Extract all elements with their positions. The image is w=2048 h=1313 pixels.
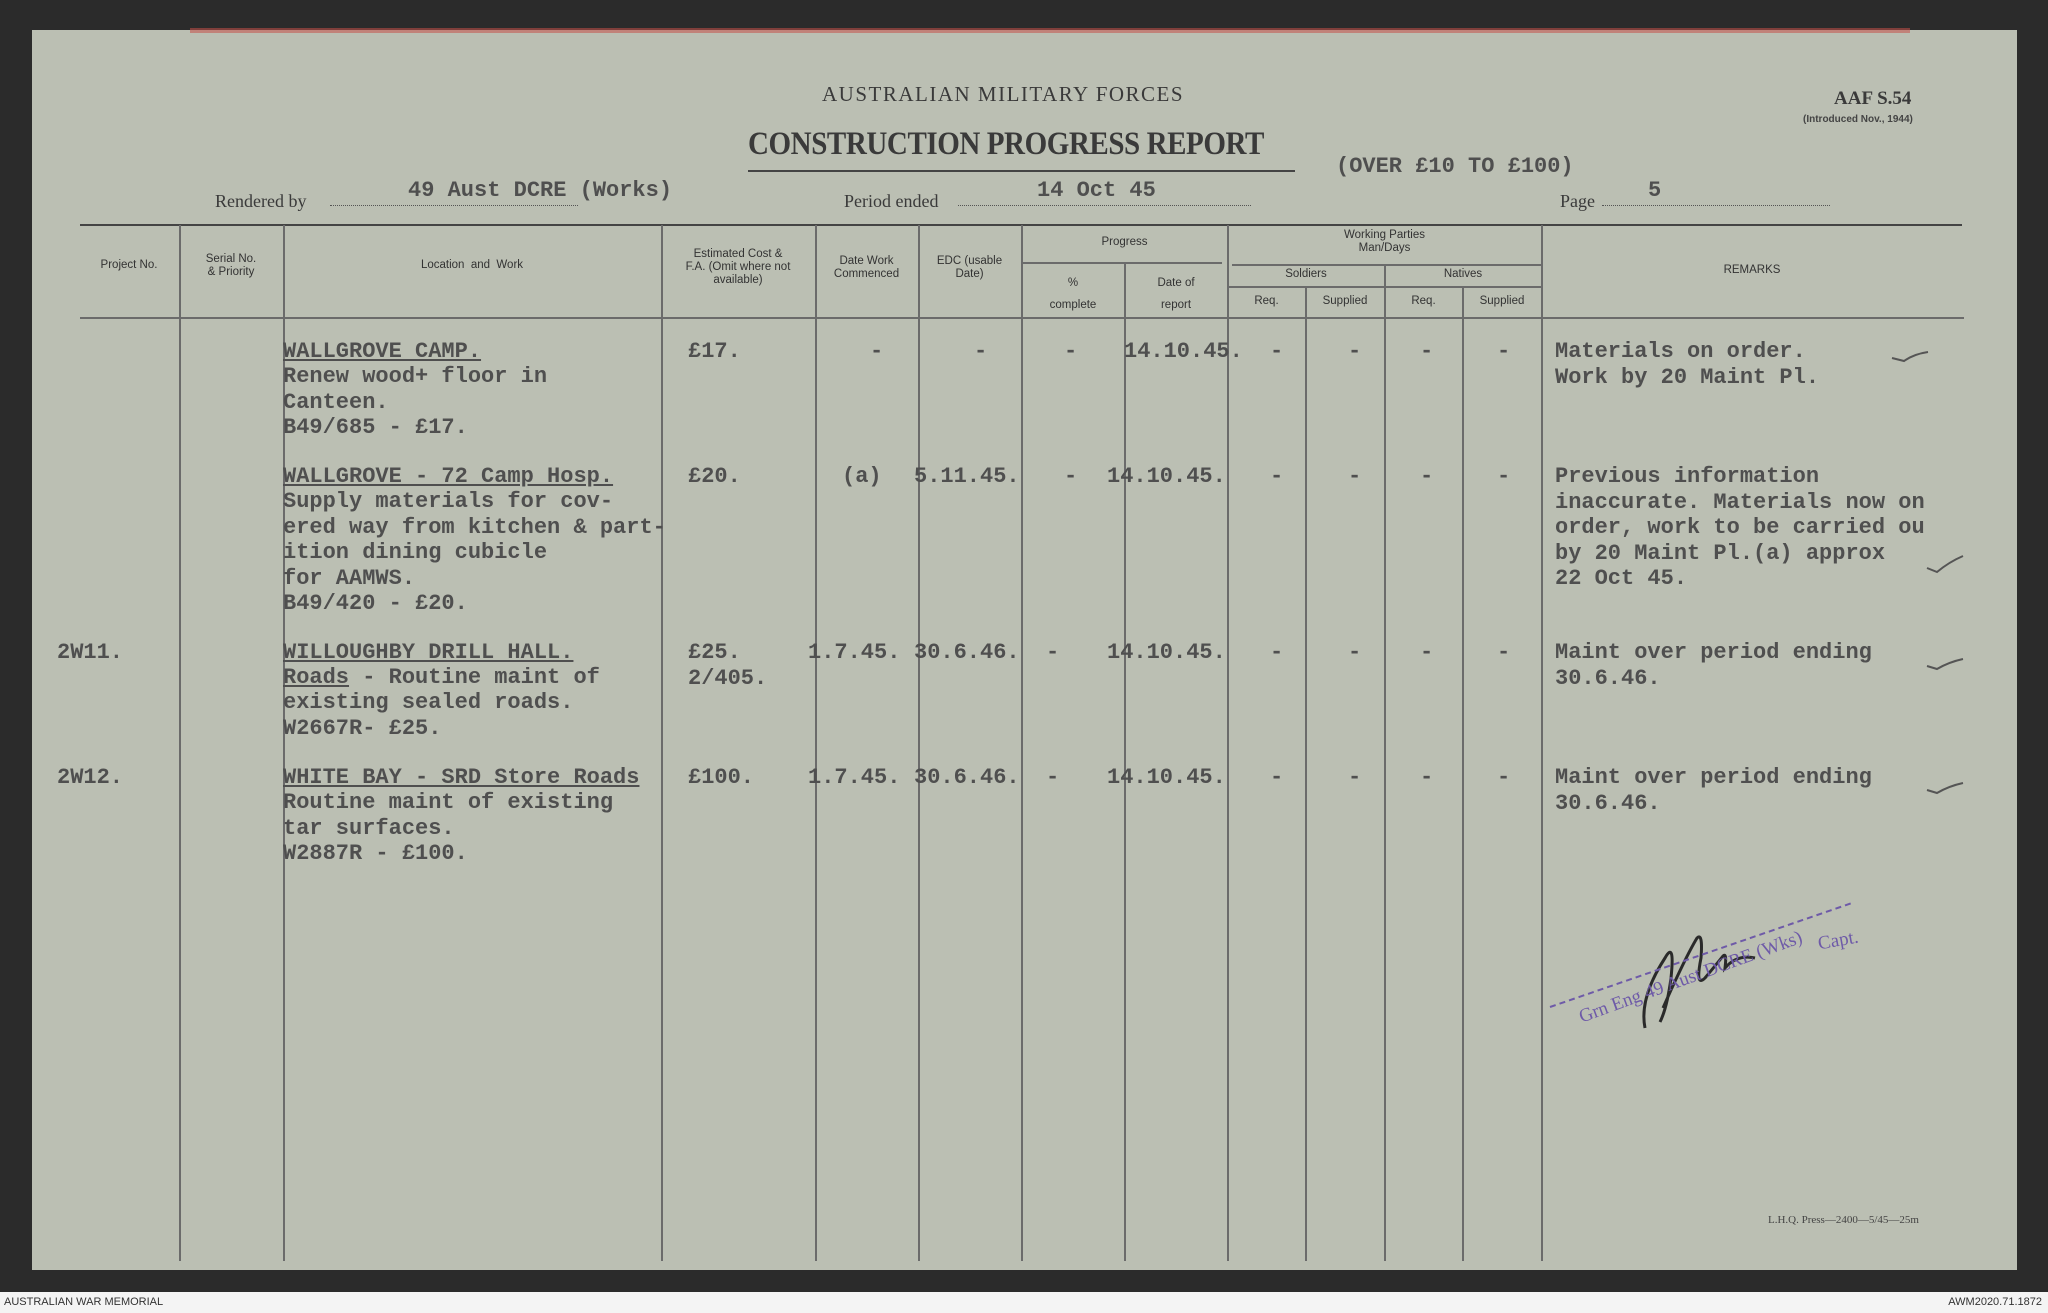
col-serial: [180, 253, 282, 279]
col-edc-line2: Date): [955, 268, 984, 280]
period-label: Period ended: [844, 191, 939, 211]
col-edc-line1: EDC (usable: [936, 255, 1003, 267]
row3-remarks: Maint over period ending 30.6.46.: [1555, 640, 1872, 691]
row2-location-title: WALLGROVE - 72 Camp Hosp.: [283, 464, 614, 489]
row4-percent: -: [1046, 765, 1060, 790]
col-divider-5: [918, 225, 920, 1261]
row1-report-date: 14.10.45.: [1124, 339, 1243, 364]
col-soldiers-req: Req.: [1254, 295, 1279, 307]
archive-footer: [0, 1292, 2048, 1313]
col-report-line1: Date of: [1157, 277, 1195, 289]
working-subrule: [1232, 264, 1542, 266]
row3-roads-detail: - Routine maint of: [349, 665, 600, 690]
soldiers-subrule: [1228, 286, 1543, 288]
col-natives: Natives: [1443, 268, 1483, 280]
row3-project-no: 2W11.: [57, 640, 124, 665]
row2-commenced: (a): [842, 464, 882, 489]
col-soldiers-supplied: Supplied: [1322, 295, 1368, 307]
row3-location-subtitle: [283, 665, 600, 691]
col-divider-8: [1227, 225, 1229, 1261]
row4-natives-req: -: [1420, 765, 1434, 790]
col-divider-1: [179, 225, 181, 1261]
row1-natives-supplied: -: [1497, 339, 1511, 364]
rendered-by-dots: [330, 205, 578, 206]
row1-cost: £17.: [688, 339, 741, 364]
check-mark-icon: [1925, 656, 1965, 672]
col-working-parties: [1228, 229, 1541, 255]
col-date-report: [1125, 272, 1227, 316]
col-serial-line1: Serial No.: [205, 253, 257, 265]
row3-location-title: WILLOUGHBY DRILL HALL.: [283, 640, 574, 665]
col-divider-9: [1305, 286, 1307, 1261]
col-project-no: Project No.: [100, 259, 158, 271]
row4-edc: 30.6.46.: [914, 765, 1020, 790]
row3-location-body: existing sealed roads. W2667R- £25.: [283, 690, 574, 741]
org-heading: AUSTRALIAN MILITARY FORCES: [822, 82, 1185, 106]
row1-location-title: WALLGROVE CAMP.: [283, 339, 482, 364]
row2-natives-req: -: [1420, 464, 1434, 489]
row1-natives-req: -: [1420, 339, 1434, 364]
row2-remarks: Previous information inaccurate. Materials now on order, work to be carried ou by 20 Maint Pl.(a) approx 22 Oct 45.: [1555, 464, 1925, 591]
check-mark-icon: [1925, 552, 1965, 576]
period-value: 14 Oct 45: [1037, 178, 1156, 203]
row4-location-title: WHITE BAY - SRD Store Roads: [283, 765, 640, 790]
rendered-by-value: 49 Aust DCRE (Works): [408, 178, 673, 203]
col-report-line2: report: [1160, 299, 1192, 311]
col-date-line2: Commenced: [833, 268, 900, 280]
unit-stamp: Grn Eng 49 Aust DCRE (Wks): [1576, 926, 1806, 1028]
page-label: Page: [1560, 191, 1595, 211]
progress-subrule: [1022, 262, 1222, 264]
col-natives-supplied: Supplied: [1479, 295, 1525, 307]
row4-location-body: Routine maint of existing tar surfaces. W2887R - £100.: [283, 790, 614, 866]
form-code: AAF S.54: [1834, 88, 1912, 109]
col-natives-req: Req.: [1411, 295, 1436, 307]
row2-soldiers-supplied: -: [1348, 464, 1362, 489]
check-mark-icon: [1925, 780, 1965, 796]
torn-edge-marking: [190, 28, 1910, 33]
row4-remarks: Maint over period ending 30.6.46.: [1555, 765, 1872, 816]
row4-cost: £100.: [688, 765, 755, 790]
page-title: CONSTRUCTION PROGRESS REPORT: [748, 126, 1264, 162]
row4-project-no: 2W12.: [57, 765, 124, 790]
col-remarks: REMARKS: [1723, 264, 1781, 276]
col-percent: [1022, 272, 1124, 316]
row3-roads-label: Roads: [283, 665, 350, 690]
col-location: Location and Work: [420, 259, 524, 271]
row2-report-date: 14.10.45.: [1107, 464, 1226, 489]
col-working-line1: Working Parties: [1344, 229, 1425, 241]
col-serial-line2: & Priority: [207, 266, 255, 278]
footer-institution: AUSTRALIAN WAR MEMORIAL: [4, 1296, 164, 1308]
col-date-line1: Date Work: [839, 255, 894, 267]
row3-report-date: 14.10.45.: [1107, 640, 1226, 665]
signature-rank: Capt.: [1816, 926, 1861, 955]
row2-soldiers-req: -: [1270, 464, 1284, 489]
row3-soldiers-supplied: -: [1348, 640, 1362, 665]
row3-commenced: 1.7.45.: [808, 640, 901, 665]
form-intro: (Introduced Nov., 1944): [1803, 114, 1913, 125]
footer-accession: AWM2020.71.1872: [1948, 1296, 2042, 1308]
col-estimated: [662, 248, 814, 287]
col-estimated-line1: Estimated Cost &: [693, 248, 783, 260]
row1-soldiers-req: -: [1270, 339, 1284, 364]
col-percent-line2: complete: [1049, 299, 1097, 311]
row2-natives-supplied: -: [1497, 464, 1511, 489]
row1-location-body: Renew wood+ floor in Canteen. B49/685 - £17.: [283, 364, 548, 440]
row2-edc: 5.11.45.: [914, 464, 1020, 489]
print-note: L.H.Q. Press—2400—5/45—25m: [1768, 1214, 1919, 1226]
title-underline: [748, 170, 1295, 172]
row3-soldiers-req: -: [1270, 640, 1284, 665]
row3-natives-supplied: -: [1497, 640, 1511, 665]
page-value: 5: [1648, 178, 1662, 203]
col-edc: [919, 255, 1020, 281]
col-estimated-line3: available): [713, 274, 763, 286]
col-progress: Progress: [1101, 236, 1148, 248]
col-percent-line1: %: [1067, 277, 1079, 289]
col-working-line2: Man/Days: [1358, 242, 1411, 254]
row1-soldiers-supplied: -: [1348, 339, 1362, 364]
row3-cost: £25. 2/405.: [688, 640, 768, 691]
col-divider-6: [1021, 225, 1023, 1261]
col-divider-12: [1541, 225, 1543, 1261]
row2-percent: -: [1064, 464, 1078, 489]
row2-location-body: Supply materials for cov- ered way from kitchen & part- ition dining cubicle for AAMWS. B49/420 - £20.: [283, 489, 666, 616]
row4-soldiers-req: -: [1270, 765, 1284, 790]
col-divider-11: [1462, 286, 1464, 1261]
period-dots: [958, 205, 1251, 206]
col-divider-7: [1124, 262, 1126, 1261]
row4-soldiers-supplied: -: [1348, 765, 1362, 790]
col-estimated-line2: F.A. (Omit where not: [685, 261, 791, 273]
row4-report-date: 14.10.45.: [1107, 765, 1226, 790]
row1-remarks: Materials on order. Work by 20 Maint Pl.: [1555, 339, 1820, 390]
row4-commenced: 1.7.45.: [808, 765, 901, 790]
row1-commenced: -: [870, 339, 884, 364]
page-dots: [1602, 205, 1830, 206]
row1-edc: -: [974, 339, 988, 364]
col-divider-4: [815, 225, 817, 1261]
row3-edc: 30.6.46.: [914, 640, 1020, 665]
col-divider-3: [661, 225, 663, 1261]
row3-percent: -: [1046, 640, 1060, 665]
col-date-commenced: [816, 255, 917, 281]
check-mark-icon: [1890, 348, 1930, 364]
row3-natives-req: -: [1420, 640, 1434, 665]
report-range: (OVER £10 TO £100): [1336, 154, 1574, 179]
row1-percent: -: [1064, 339, 1078, 364]
col-soldiers: Soldiers: [1285, 268, 1327, 280]
col-divider-10: [1384, 264, 1386, 1261]
row2-cost: £20.: [688, 464, 741, 489]
row4-natives-supplied: -: [1497, 765, 1511, 790]
rendered-by-label: Rendered by: [215, 191, 307, 211]
